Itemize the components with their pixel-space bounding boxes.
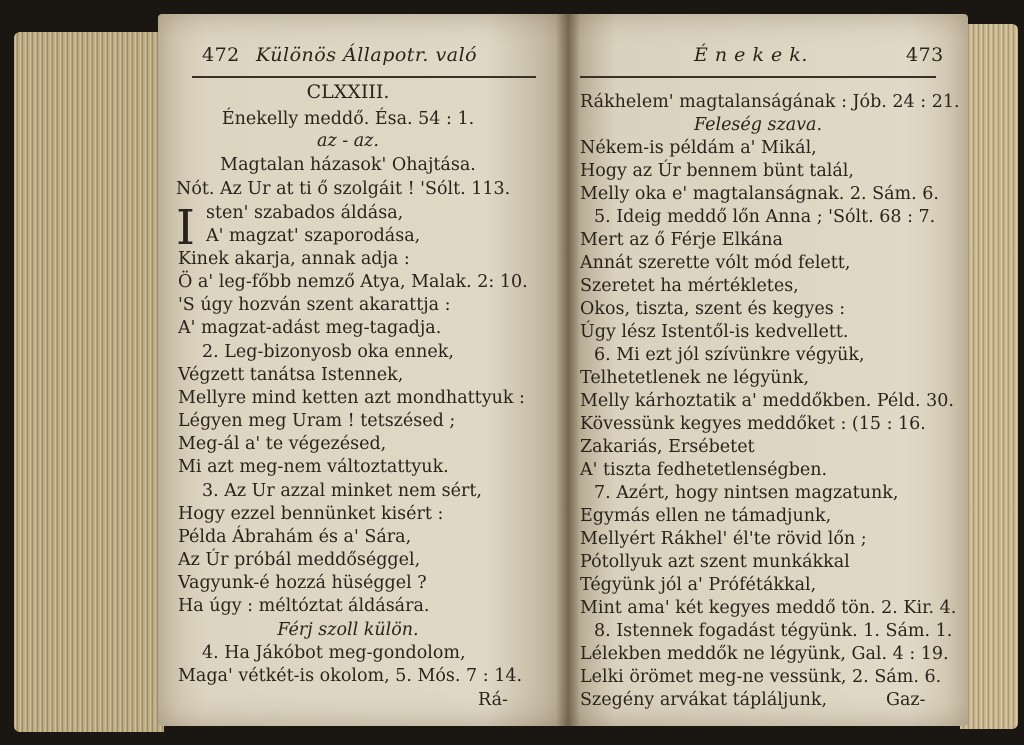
right-page-number: 473 xyxy=(906,44,944,66)
speaker-heading: Feleség szava. xyxy=(693,115,823,135)
text-line: Melly kárhoztatik a' meddőkben. Péld. 30. xyxy=(580,391,954,411)
text-line: 6. Mi ezt jól szívünkre végyük, xyxy=(594,345,865,365)
text-line: Vagyunk-é hozzá hüséggel ? xyxy=(178,573,427,593)
text-line: Az Úr próbál meddőséggel, xyxy=(178,550,421,570)
text-line: 3. Az Ur azzal minket nem sért, xyxy=(202,481,482,501)
text-line: Ö a' leg-főbb nemző Atya, Malak. 2: 10. xyxy=(178,272,528,292)
text-line: Telhetetlenek ne légyünk, xyxy=(580,368,810,388)
text-line: Egymás ellen ne támadjunk, xyxy=(580,506,832,526)
text-line: Rákhelem' magtalanságának : Jób. 24 : 21. xyxy=(580,92,960,112)
catchword: Rá- xyxy=(478,690,508,710)
right-page xyxy=(568,14,968,726)
text-line: Melly oka e' magtalanságnak. 2. Sám. 6. xyxy=(580,184,939,204)
text-line: 7. Azért, hogy nintsen magzatunk, xyxy=(594,483,899,503)
text-line: Kövessünk kegyes meddőket : (15 : 16. xyxy=(580,414,926,434)
text-line: Maga' vétkét-is okolom, 5. Mós. 7 : 14. xyxy=(178,666,523,686)
text-line: Úgy lész Istentől-is kedvellett. xyxy=(580,322,849,342)
text-line: Lélekben meddők ne légyünk, Gal. 4 : 19. xyxy=(580,644,949,664)
text-line: Mert az ő Férje Elkána xyxy=(580,230,783,250)
right-running-head: É n e k e k. xyxy=(694,44,808,66)
text-line: Tégyünk jól a' Prófétákkal, xyxy=(580,575,817,595)
text-line: Végzett tanátsa Istennek, xyxy=(178,365,404,385)
text-line: Ha úgy : méltóztat áldására. xyxy=(178,596,430,616)
hymn-subtitle: az - az. xyxy=(317,131,379,151)
text-line: Mellyért Rákhel' él'te rövid lőn ; xyxy=(580,529,867,549)
text-line: Okos, tiszta, szent és kegyes : xyxy=(580,299,846,319)
text-line: Szegény arvákat tápláljunk, xyxy=(580,690,828,710)
text-line: 2. Leg-bizonyosb oka ennek, xyxy=(202,342,454,362)
text-line: Meg-ál a' te végezésed, xyxy=(178,434,387,454)
hymn-heading: Magtalan házasok' Ohajtása. xyxy=(220,155,476,175)
text-line: Zakariás, Ersébetet xyxy=(580,437,755,457)
right-header-rule xyxy=(580,76,936,78)
text-line: 8. Istennek fogadást tégyünk. 1. Sám. 1. xyxy=(594,621,953,641)
text-line: Szeretet ha mértékletes, xyxy=(580,276,799,296)
text-line: Mellyre mind ketten azt mondhattyuk : xyxy=(178,388,525,408)
catchword: Gaz- xyxy=(886,690,926,710)
text-line: A' magzat-adást meg-tagadja. xyxy=(178,318,442,338)
right-page-edges xyxy=(960,24,1018,729)
book-gutter xyxy=(556,14,580,726)
left-page-edges xyxy=(14,32,164,732)
text-line: 5. Ideig meddő lőn Anna ; 'Sólt. 68 : 7. xyxy=(594,207,936,227)
text-line: A' magzat' szaporodása, xyxy=(206,226,421,246)
text-line: Hogy az Úr bennem bünt talál, xyxy=(580,161,854,181)
text-line: Mint ama' két kegyes meddő tön. 2. Kir. 4. xyxy=(580,598,957,618)
drop-cap: I xyxy=(176,200,195,256)
left-header-rule xyxy=(192,76,536,78)
text-line: Annát szerette vólt mód felett, xyxy=(580,253,851,273)
speaker-heading: Férj szoll külön. xyxy=(277,620,419,640)
text-line: Mi azt meg-nem változtattyuk. xyxy=(178,457,449,477)
text-line: Példa Ábrahám és a' Sára, xyxy=(178,527,412,547)
text-line: Kinek akarja, annak adja : xyxy=(178,249,410,269)
tune-note: Nót. Az Ur at ti ő szolgáit ! 'Sólt. 113. xyxy=(176,179,511,199)
text-line: 'S úgy hozván szent akarattja : xyxy=(178,295,451,315)
left-running-head: Különös Állapotr. való xyxy=(256,44,478,66)
left-page xyxy=(158,14,568,726)
text-line: Nékem-is példám a' Mikál, xyxy=(580,138,817,158)
text-line: sten' szabados áldása, xyxy=(206,203,404,223)
hymn-title: Énekelly meddő. Ésa. 54 : 1. xyxy=(221,109,475,129)
hymn-number: CLXXIII. xyxy=(306,81,390,103)
text-line: Lelki örömet meg-ne vessünk, 2. Sám. 6. xyxy=(580,667,942,687)
text-line: A' tiszta fedhetetlenségben. xyxy=(580,460,828,480)
text-line: Hogy ezzel bennünket kisért : xyxy=(178,504,444,524)
text-line: Pótollyuk azt szent munkákkal xyxy=(580,552,850,572)
text-line: 4. Ha Jákóbot meg-gondolom, xyxy=(202,643,466,663)
text-line: Légyen meg Uram ! tetszésed ; xyxy=(178,411,456,431)
left-page-number: 472 xyxy=(202,44,240,66)
